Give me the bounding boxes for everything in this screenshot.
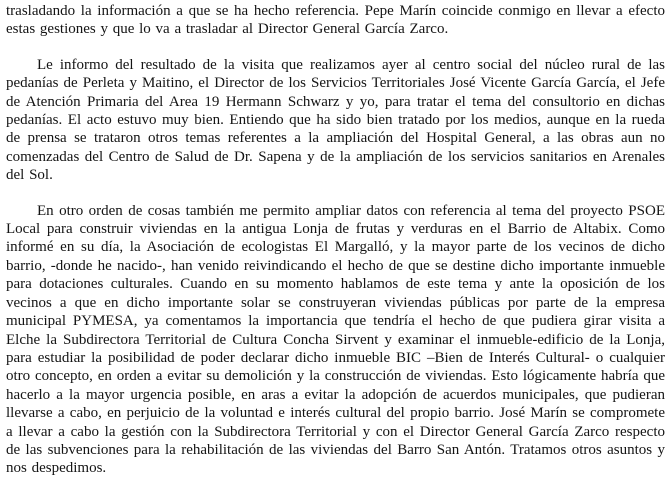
paragraph-visit-report: Le informo del resultado de la visita que realizamos ayer al centro social del núcleo rural de las pedanías de Perleta y Maitino, el Director de los Servicios Territoriales José Vicente García García, el Jefe de Atención Primaria del Area 19 Hermann Schwarz y yo, para tratar el tema del consultorio en dichas pedanías. El acto estuvo muy bien. Entiendo que ha sido bien tratado por los medios, aunque en la rueda de prensa se trataron otros temas referentes a la ampliación del Hospital General, a las obras aun no comenzadas del Centro de Salud de Dr. Sapena y de la ampliación de los servicios sanitarios en Arenales del Sol. [6, 56, 665, 184]
paragraph-continuation: trasladando la información a que se ha hecho referencia. Pepe Marín coincide conmigo en llevar a efecto estas gestiones y que lo va a trasladar al Director General García Zarco. [6, 3, 665, 38]
paragraph-lonja-project: En otro orden de cosas también me permito ampliar datos con referencia al tema del proyecto PSOE Local para construir viviendas en la antigua Lonja de frutas y verduras en el Barrio de Altabix. Como informé en su día, la Asociación de ecologistas El Margalló, y la mayor parte de los vecinos de dicho barrio, -donde he nacido-, han venido reivindicando el hecho de que se destine dicho importante inmueble para dotaciones culturales. Cuando en su momento hablamos de este tema y ante la oposición de los vecinos a que en dicho importante solar se construyeran viviendas públicas por parte de la empresa municipal PYMESA, ya comentamos la importancia que tendría el hecho de que pudiera girar visita a Elche la Subdirectora Territorial de Cultura Concha Sirvent y examinar el inmueble-edificio de la Lonja, para estudiar la posibilidad de poder declarar dicho inmueble BIC –Bien de Interés Cultural- o cualquier otro concepto, en orden a evitar su demolición y la construcción de viviendas. Esto lógicamente habría que hacerlo a la mayor urgencia posible, en aras a evitar la adopción de acuerdos municipales, que pudieran llevarse a cabo, en perjuicio de la voluntad e interés cultural del propio barrio. José Marín se compromete a llevar a cabo la gestión con la Subdirectora Territorial y con el Director General García Zarco respecto de las subvenciones para la rehabilitación de las viviendas del Barro San Antón. Tratamos otros asuntos y nos despedimos. [6, 202, 665, 477]
